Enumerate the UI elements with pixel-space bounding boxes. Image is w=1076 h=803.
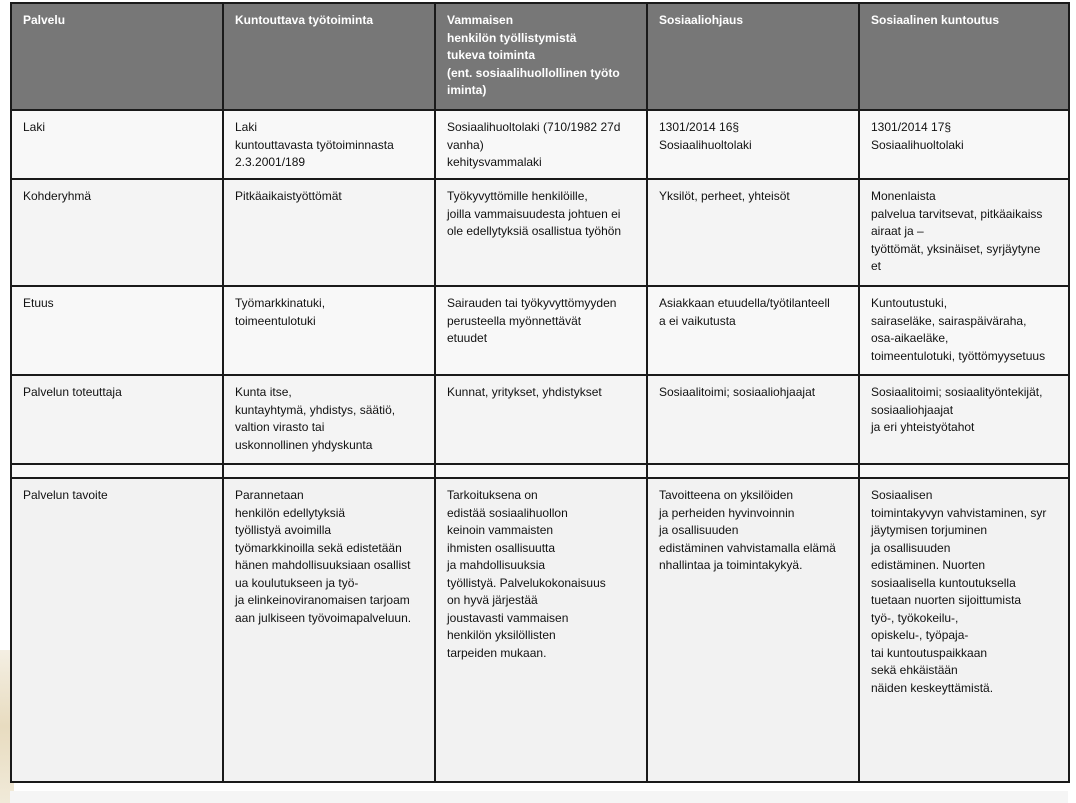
table-cell: Pitkäaikaistyöttömät [223, 179, 435, 286]
separator-cell [859, 464, 1069, 478]
services-comparison-table [10, 2, 1070, 783]
table-cell: Parannetaan henkilön edellytyksiä työllistyä avoimilla työmarkkinoilla sekä edistetään hänen mahdollisuuksiaan osallist ua koulutukseen ja työ- ja elinkeinoviranomaisen tarjoam aan julkiseen työvoimapalveluun. [223, 478, 435, 782]
table-cell: Sosiaalisen toimintakyvyn vahvistaminen, syr jäytymisen torjuminen ja osallisuuden edistäminen. Nuorten sosiaalisella kuntoutuksella tuetaan nuorten sijoittumista työ-, työkokeilu-, opiskelu-, työpaja- tai kuntoutuspaikkaan sekä ehkäistään näiden keskeyttämistä. [859, 478, 1069, 782]
table-cell: Tarkoituksena on edistää sosiaalihuollon keinoin vammaisten ihmisten osallisuutta ja mahdollisuuksia työllistyä. Palvelukokonaisuus on hyvä järjestää joustavasti vammaisen henkilön yksilöllisten tarpeiden mukaan. [435, 478, 647, 782]
table-cell: Yksilöt, perheet, yhteisöt [647, 179, 859, 286]
header-cell-vammaisen-tyollistymista: Vammaisen henkilön työllistymistä tukeva toiminta (ent. sosiaalihuollollinen työto iminta) [435, 3, 647, 110]
table-row [11, 179, 1069, 286]
header-cell-sosiaaliohjaus: Sosiaaliohjaus [647, 3, 859, 110]
row-label-palvelun-tavoite: Palvelun tavoite [11, 478, 223, 782]
table-cell: 1301/2014 17§ Sosiaalihuoltolaki [859, 110, 1069, 179]
bottom-strip [10, 791, 1068, 803]
separator-cell [11, 464, 223, 478]
separator-row [11, 464, 1069, 478]
separator-cell [647, 464, 859, 478]
table-row [11, 478, 1069, 782]
table-cell: Työkyvyttömille henkilöille, joilla vammaisuudesta johtuen ei ole edellytyksiä osallistua työhön [435, 179, 647, 286]
table-cell: Sosiaalitoimi; sosiaalityöntekijät, sosiaaliohjaajat ja eri yhteistyötahot [859, 375, 1069, 464]
table-row [11, 286, 1069, 375]
row-label-kohderyhma: Kohderyhmä [11, 179, 223, 286]
header-cell-kuntouttava-tyotoiminta: Kuntouttava työtoiminta [223, 3, 435, 110]
table-cell: Sairauden tai työkyvyttömyyden perusteella myönnettävät etuudet [435, 286, 647, 375]
table-cell: Asiakkaan etuudella/työtilanteell a ei vaikutusta [647, 286, 859, 375]
row-label-laki: Laki [11, 110, 223, 179]
header-cell-palvelu: Palvelu [11, 3, 223, 110]
header-cell-sosiaalinen-kuntoutus: Sosiaalinen kuntoutus [859, 3, 1069, 110]
header-row [11, 3, 1069, 110]
table-cell: Kuntoutustuki, sairaseläke, sairaspäiväraha, osa-aikaeläke, toimeentulotuki, työttömyysetuus [859, 286, 1069, 375]
table-cell: Kunta itse, kuntayhtymä, yhdistys, säätiö, valtion virasto tai uskonnollinen yhdyskunta [223, 375, 435, 464]
separator-cell [435, 464, 647, 478]
table-cell: Sosiaalihuoltolaki (710/1982 27d vanha) kehitysvammalaki [435, 110, 647, 179]
table-cell: Tavoitteena on yksilöiden ja perheiden hyvinvoinnin ja osallisuuden edistäminen vahvistamalla elämä nhallintaa ja toimintakykyä. [647, 478, 859, 782]
table-cell: 1301/2014 16§ Sosiaalihuoltolaki [647, 110, 859, 179]
separator-cell [223, 464, 435, 478]
table-cell: Laki kuntouttavasta työtoiminnasta 2.3.2001/189 [223, 110, 435, 179]
row-label-palvelun-toteuttaja: Palvelun toteuttaja [11, 375, 223, 464]
row-label-etuus: Etuus [11, 286, 223, 375]
table-cell: Sosiaalitoimi; sosiaaliohjaajat [647, 375, 859, 464]
table-cell: Työmarkkinatuki, toimeentulotuki [223, 286, 435, 375]
table-cell: Monenlaista palvelua tarvitsevat, pitkäaikaiss airaat ja – työttömät, yksinäiset, syrjäytyne et [859, 179, 1069, 286]
table-row [11, 110, 1069, 179]
table-cell: Kunnat, yritykset, yhdistykset [435, 375, 647, 464]
table-row [11, 375, 1069, 464]
